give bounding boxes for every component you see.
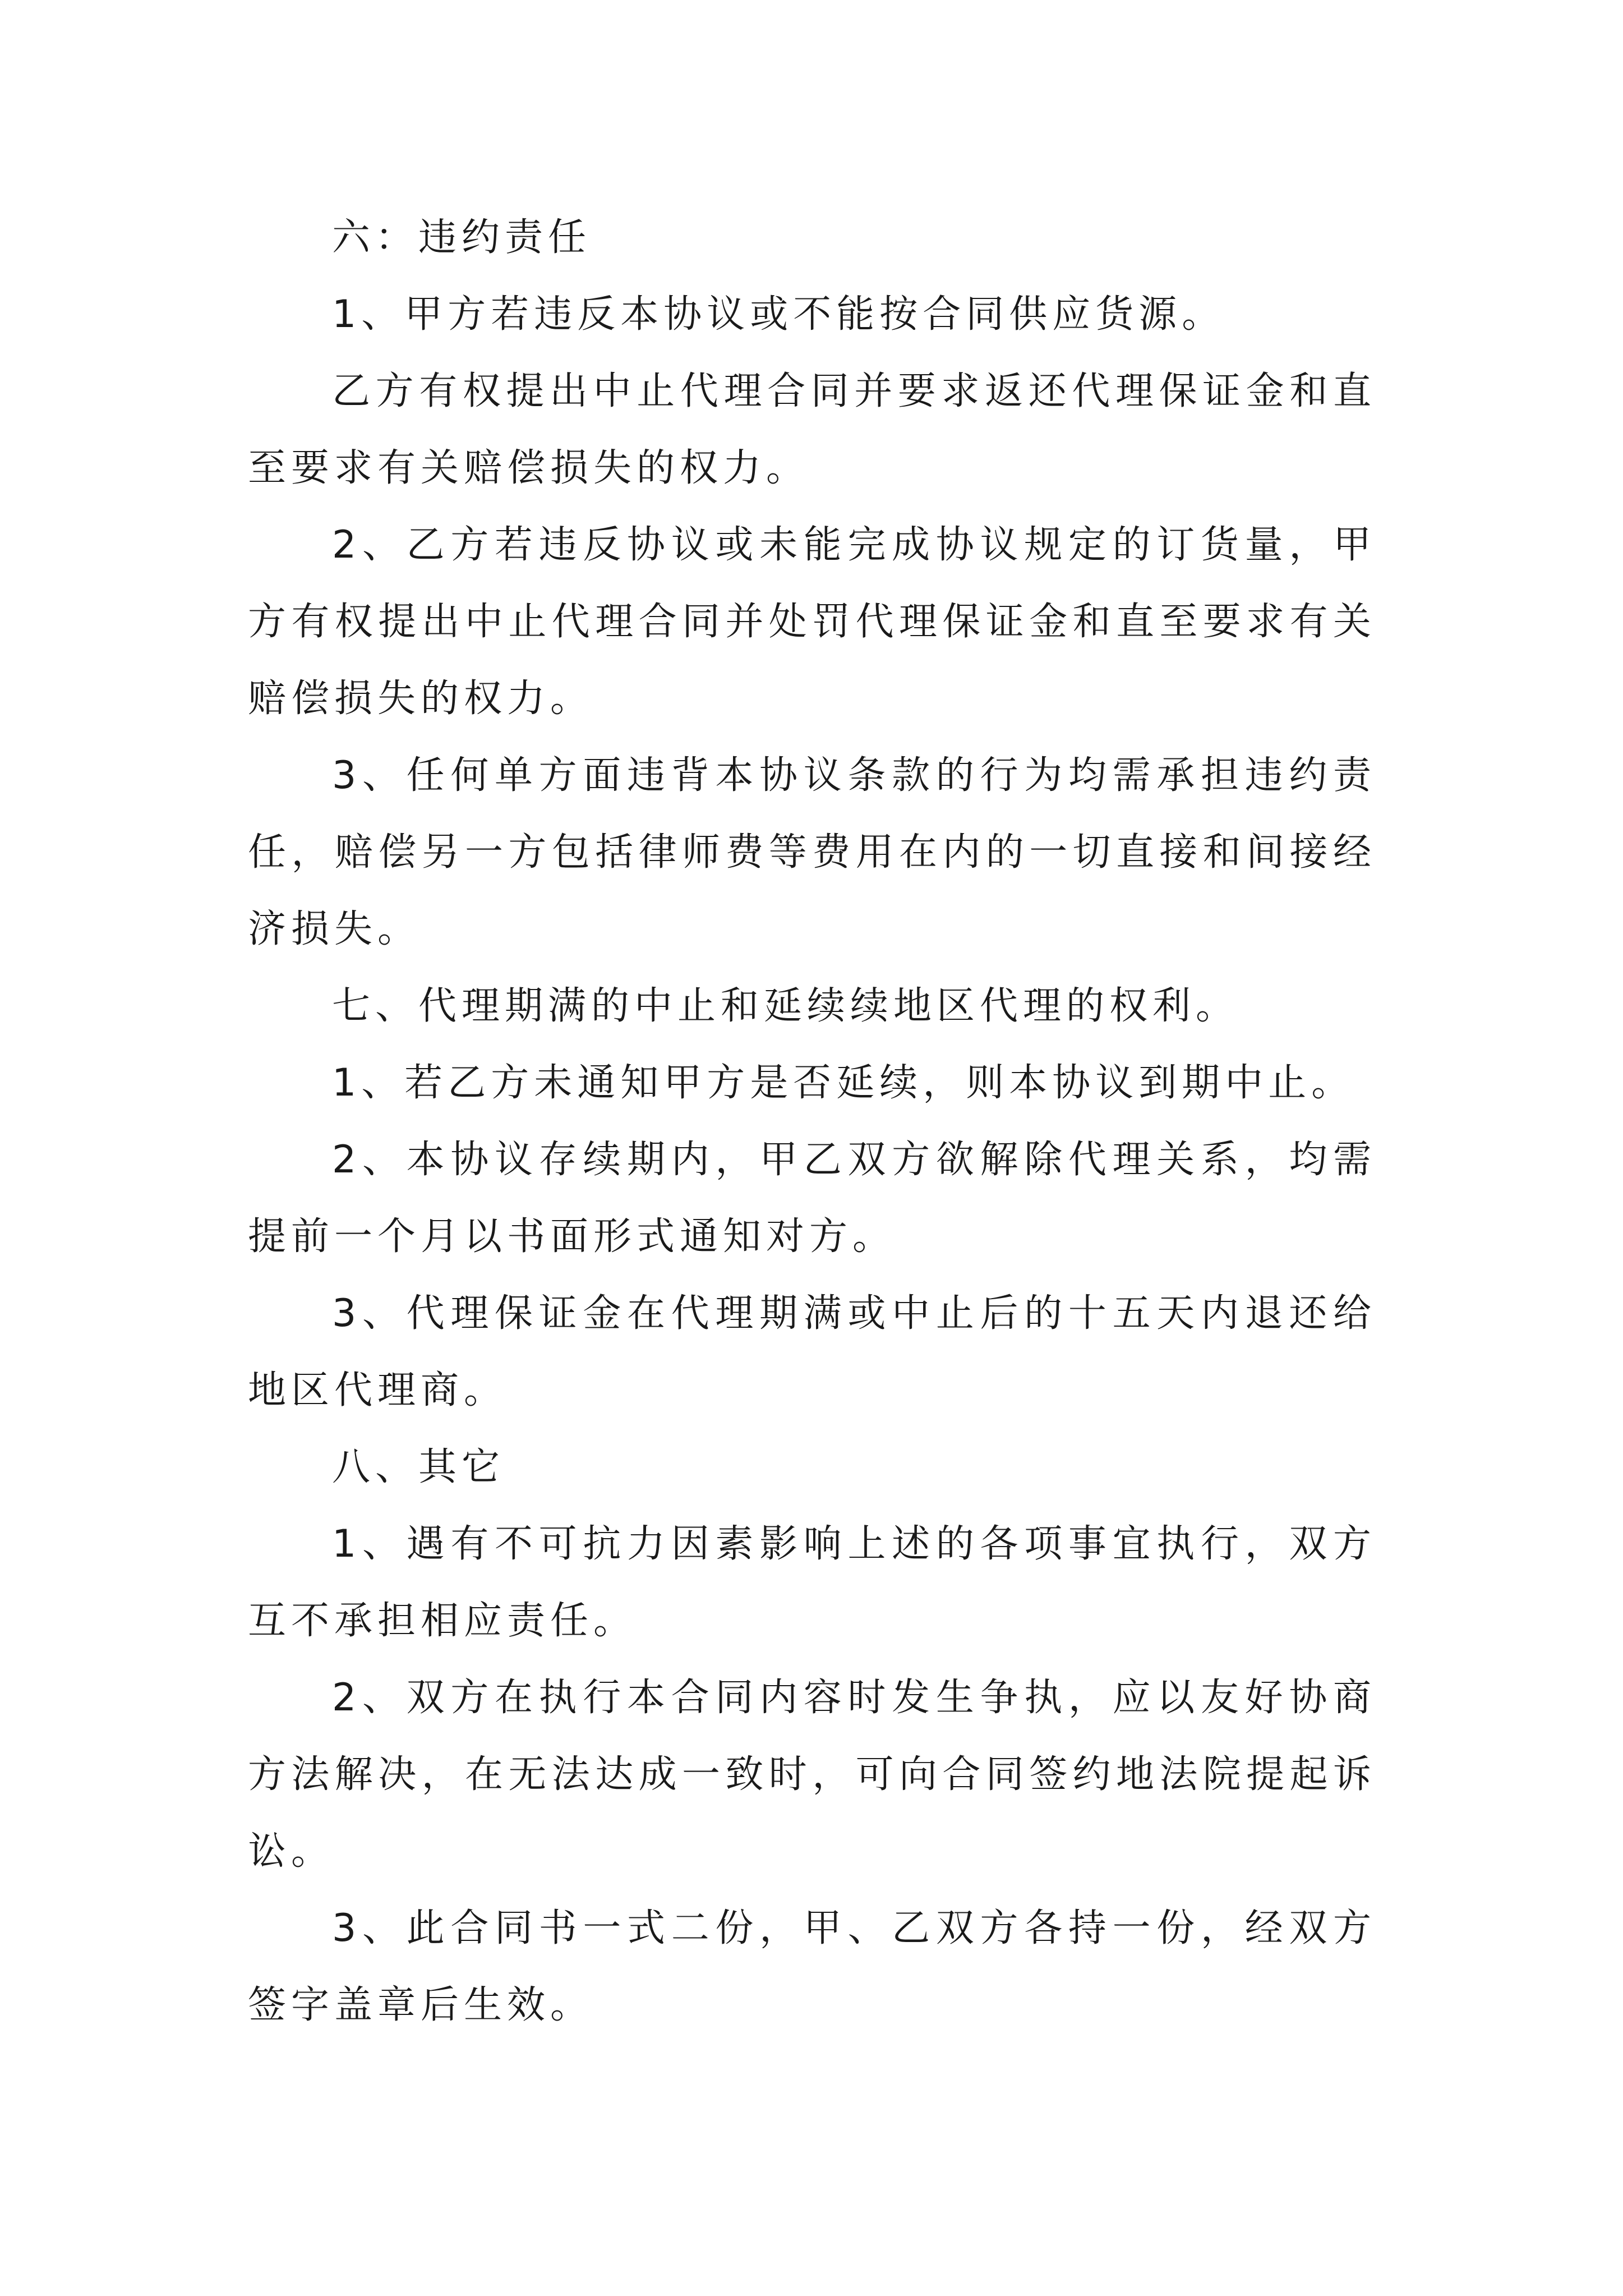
paragraph: 1、甲方若违反本协议或不能按合同供应货源。 (332, 292, 1225, 337)
section-heading-other: 八、其它 (332, 1445, 505, 1489)
document-body (248, 199, 1376, 2044)
paragraph: 乙方有权提出中止代理合同并要求返还代理保证金和直至要求有关赔偿损失的权力。 (248, 369, 1376, 490)
paragraph: 1、若乙方未通知甲方是否延续，则本协议到期中止。 (332, 1061, 1355, 1105)
paragraph: 3、任何单方面违背本协议条款的行为均需承担违约责任，赔偿另一方包括律师费等费用在内的一切直接和间接经济损失。 (248, 753, 1376, 951)
paragraph: 1、遇有不可抗力因素影响上述的各项事宜执行，双方互不承担相应责任。 (248, 1522, 1376, 1643)
paragraph: 3、此合同书一式二份，甲、乙双方各持一份，经双方签字盖章后生效。 (248, 1906, 1376, 2027)
paragraph: 2、本协议存续期内，甲乙双方欲解除代理关系，均需提前一个月以书面形式通知对方。 (248, 1138, 1376, 1259)
paragraph: 3、代理保证金在代理期满或中止后的十五天内退还给地区代理商。 (248, 1291, 1376, 1412)
section-heading-breach-liability: 六：违约责任 (332, 215, 592, 260)
paragraph: 2、双方在执行本合同内容时发生争执，应以友好协商方法解决，在无法达成一致时，可向合同签约地法院提起诉讼。 (248, 1676, 1376, 1874)
paragraph: 2、乙方若违反协议或未能完成协议规定的订货量，甲方有权提出中止代理合同并处罚代理保证金和直至要求有关赔偿损失的权力。 (248, 523, 1376, 721)
section-heading-agency-expiry: 七、代理期满的中止和延续续地区代理的权利。 (332, 984, 1239, 1028)
